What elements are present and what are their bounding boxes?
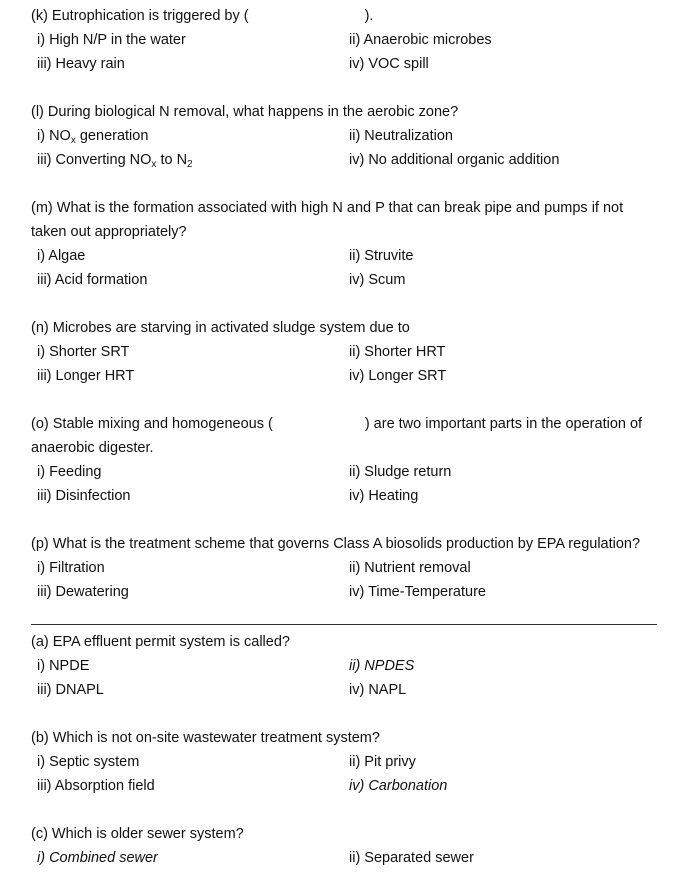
- option: ii) Sludge return: [349, 464, 452, 480]
- option: iii) Converting $NO_x$ to $N_2$: [37, 152, 193, 170]
- option: iv) Heating: [349, 488, 419, 504]
- question-m: [31, 196, 661, 292]
- question-stem: (c) Which is older sewer system?: [31, 826, 244, 842]
- option: iii) Acid formation: [37, 272, 148, 288]
- question-c: [31, 822, 661, 870]
- option: i) NPDE: [37, 658, 90, 674]
- option: i) Septic system: [37, 754, 140, 770]
- question-stem: (k) Eutrophication is triggered by ( ).: [31, 8, 374, 24]
- option: iii) Longer HRT: [37, 368, 135, 384]
- question-stem-continued: anaerobic digester.: [31, 440, 154, 456]
- option: iii) Heavy rain: [37, 56, 125, 72]
- option: ii) Neutralization: [349, 128, 453, 144]
- option: iii) DNAPL: [37, 682, 104, 698]
- question-o: [31, 412, 661, 508]
- option-answer: iv) Carbonation: [349, 778, 448, 794]
- option: i) High N/P in the water: [37, 32, 186, 48]
- question-stem: (o) Stable mixing and homogeneous ( ) are two important parts in the operation of: [31, 416, 643, 432]
- option: i) Algae: [37, 248, 86, 264]
- question-stem: (n) Microbes are starving in activated sludge system due to: [31, 320, 410, 336]
- option: ii) Nutrient removal: [349, 560, 471, 576]
- question-stem: (b) Which is not on-site wastewater treatment system?: [31, 730, 380, 746]
- option: ii) Pit privy: [349, 754, 416, 770]
- option: ii) Shorter HRT: [349, 344, 446, 360]
- question-stem-continued: taken out appropriately?: [31, 224, 187, 240]
- question-stem: (a) EPA effluent permit system is called?: [31, 634, 290, 650]
- question-b: [31, 726, 661, 798]
- question-p: [31, 532, 661, 604]
- option: i) Filtration: [37, 560, 105, 576]
- option: iii) Dewatering: [37, 584, 129, 600]
- option: iv) Scum: [349, 272, 406, 288]
- option: i) $NO_x$ generation: [37, 128, 149, 146]
- option: iii) Disinfection: [37, 488, 131, 504]
- option: i) Feeding: [37, 464, 102, 480]
- question-stem: (p) What is the treatment scheme that governs Class A biosolids production by EPA regulation?: [31, 536, 641, 552]
- option: iv) Time-Temperature: [349, 584, 486, 600]
- question-l: [31, 100, 661, 172]
- option-answer: ii) NPDES: [349, 658, 415, 674]
- option: ii) Anaerobic microbes: [349, 32, 492, 48]
- option: iv) VOC spill: [349, 56, 429, 72]
- option: iv) Longer SRT: [349, 368, 447, 384]
- option: iii) Absorption field: [37, 778, 155, 794]
- option: i) Shorter SRT: [37, 344, 130, 360]
- question-a: [31, 630, 661, 702]
- question-stem: (l) During biological N removal, what happens in the aerobic zone?: [31, 104, 459, 120]
- section-divider: [31, 624, 657, 625]
- option-answer: i) Combined sewer: [37, 850, 158, 866]
- option: ii) Struvite: [349, 248, 414, 264]
- option: ii) Separated sewer: [349, 850, 474, 866]
- option: iv) No additional organic addition: [349, 152, 560, 168]
- question-stem: (m) What is the formation associated with high N and P that can break pipe and pumps if not: [31, 200, 624, 216]
- question-k: [31, 4, 661, 76]
- option: iv) NAPL: [349, 682, 407, 698]
- question-n: [31, 316, 661, 388]
